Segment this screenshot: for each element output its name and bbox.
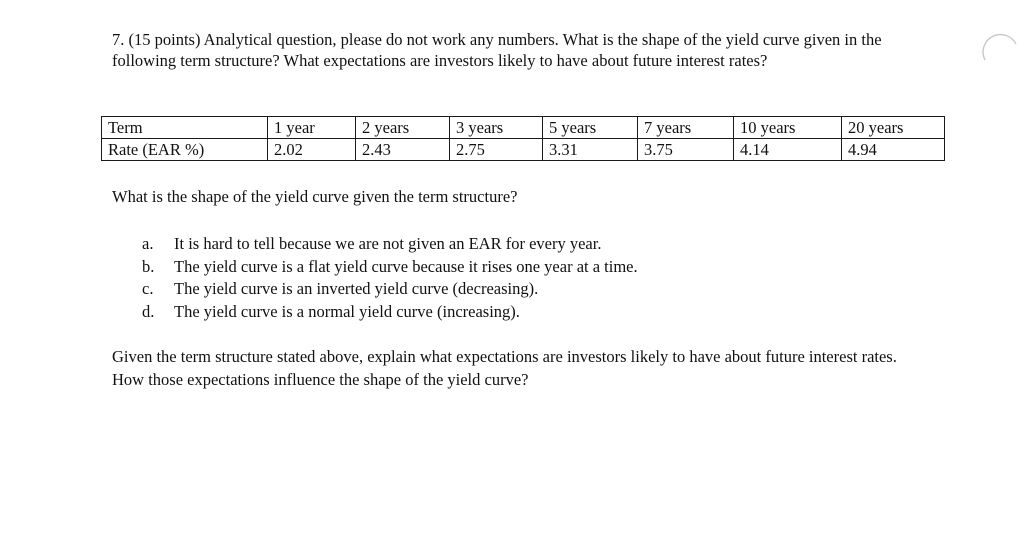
option-letter: d. xyxy=(142,301,155,321)
table-cell: 10 years xyxy=(734,117,842,139)
option-text: The yield curve is a flat yield curve because it rises one year at a time. xyxy=(174,256,638,276)
term-structure-table xyxy=(101,116,945,161)
table-cell: 3 years xyxy=(450,117,543,139)
table-cell: 2.75 xyxy=(450,139,543,161)
partial-circle-mark xyxy=(980,32,1020,72)
table-cell: 4.14 xyxy=(734,139,842,161)
question-text: 7. (15 points) Analytical question, please do not work any numbers. What is the shape of the yield curve given in the following term structure? What expectations are investors likely to have about future interest rates? xyxy=(112,30,882,70)
option-letter: a. xyxy=(142,234,154,253)
table-cell: Rate (EAR %) xyxy=(102,139,268,161)
table-cell: 20 years xyxy=(842,117,945,139)
table-row xyxy=(102,117,945,139)
table-cell: 2.02 xyxy=(268,139,356,161)
table-cell: 3.31 xyxy=(543,139,638,161)
table-cell: 4.94 xyxy=(842,139,945,161)
option-letter: c. xyxy=(142,279,154,298)
explanation-prompt: Given the term structure stated above, explain what expectations are investors likely to have about future interest rates. How those expectations influence the shape of the yield curve? xyxy=(112,347,897,389)
option-a xyxy=(142,233,638,256)
option-text: It is hard to tell because we are not given an EAR for every year. xyxy=(174,234,602,253)
option-c xyxy=(142,278,638,301)
option-d xyxy=(142,301,638,324)
subquestion-text: What is the shape of the yield curve given the term structure? xyxy=(112,187,518,206)
option-text: The yield curve is a normal yield curve (increasing). xyxy=(174,301,520,321)
table-cell: 7 years xyxy=(638,117,734,139)
option-text: The yield curve is an inverted yield curve (decreasing). xyxy=(174,279,539,298)
table-cell: 5 years xyxy=(543,117,638,139)
table-cell: Term xyxy=(102,117,268,139)
option-letter: b. xyxy=(142,256,155,276)
table-cell: 2 years xyxy=(356,117,450,139)
answer-options xyxy=(142,233,638,323)
option-b xyxy=(142,256,638,279)
table-cell: 1 year xyxy=(268,117,356,139)
table-cell: 3.75 xyxy=(638,139,734,161)
table-row xyxy=(102,139,945,161)
table-cell: 2.43 xyxy=(356,139,450,161)
